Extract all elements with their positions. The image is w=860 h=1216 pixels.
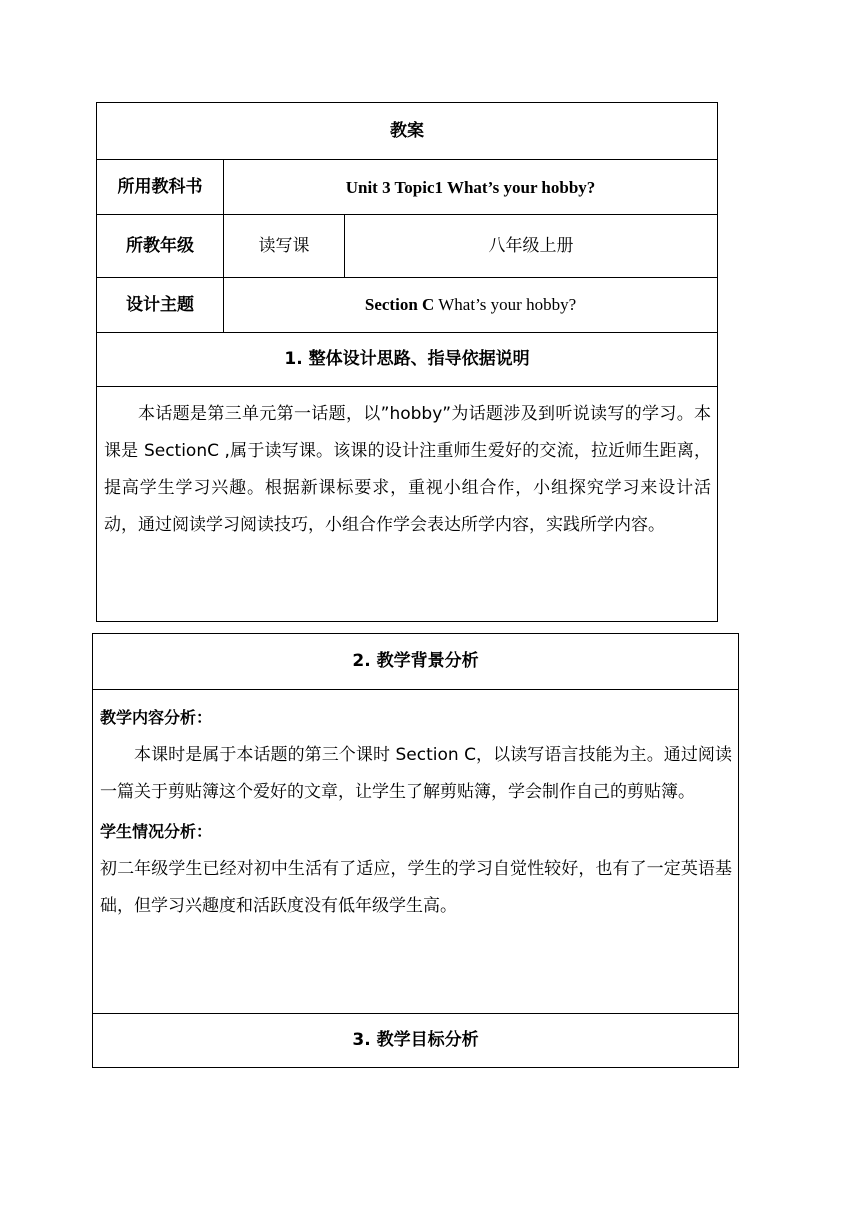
section1-body-cell — [97, 387, 718, 622]
theme-value — [224, 278, 718, 333]
lesson-plan-table — [96, 102, 718, 622]
course-type: 读写课 — [224, 215, 345, 278]
section2-body-cell — [93, 690, 739, 1014]
section1-body: 本话题是第三单元第一话题，以”hobby”为话题涉及到听说读写的学习。本课是 SectionC ,属于读写课。该课的设计注重师生爱好的交流，拉近师生距离，提高学生学习兴趣。根据新课标要求，重视小组合作，小组探究学习来设计活动，通过阅读学习阅读技巧，小组合作学会表达所学内容，实践所学内容。 — [104, 404, 712, 535]
theme-section-name: Section C — [364, 295, 435, 314]
section2-heading: 2. 教学背景分析 — [93, 634, 739, 690]
section3-heading: 3. 教学目标分析 — [93, 1014, 739, 1068]
section1-heading: 1. 整体设计思路、指导依据说明 — [97, 333, 718, 387]
grade-value: 八年级上册 — [345, 215, 718, 278]
background-analysis-table — [92, 633, 739, 1068]
textbook-value: Unit 3 Topic1 What’s your hobby? — [224, 160, 718, 215]
lesson-plan-title: 教案 — [97, 103, 718, 160]
student-analysis-label: 学生情况分析： — [100, 822, 213, 841]
textbook-label: 所用教科书 — [97, 160, 224, 215]
theme-label: 设计主题 — [97, 278, 224, 333]
student-analysis-body: 初二年级学生已经对初中生活有了适应，学生的学习自觉性较好，也有了一定英语基础，但学习兴趣度和活跃度没有低年级学生高。 — [100, 859, 732, 916]
content-analysis-body: 本课时是属于本话题的第三个课时 Section C，以读写语言技能为主。通过阅读一篇关于剪贴簿这个爱好的文章，让学生了解剪贴簿，学会制作自己的剪贴簿。 — [100, 745, 732, 802]
theme-title: What’s your hobby? — [434, 295, 577, 314]
grade-label: 所教年级 — [97, 215, 224, 278]
content-analysis-label: 教学内容分析： — [100, 708, 213, 727]
